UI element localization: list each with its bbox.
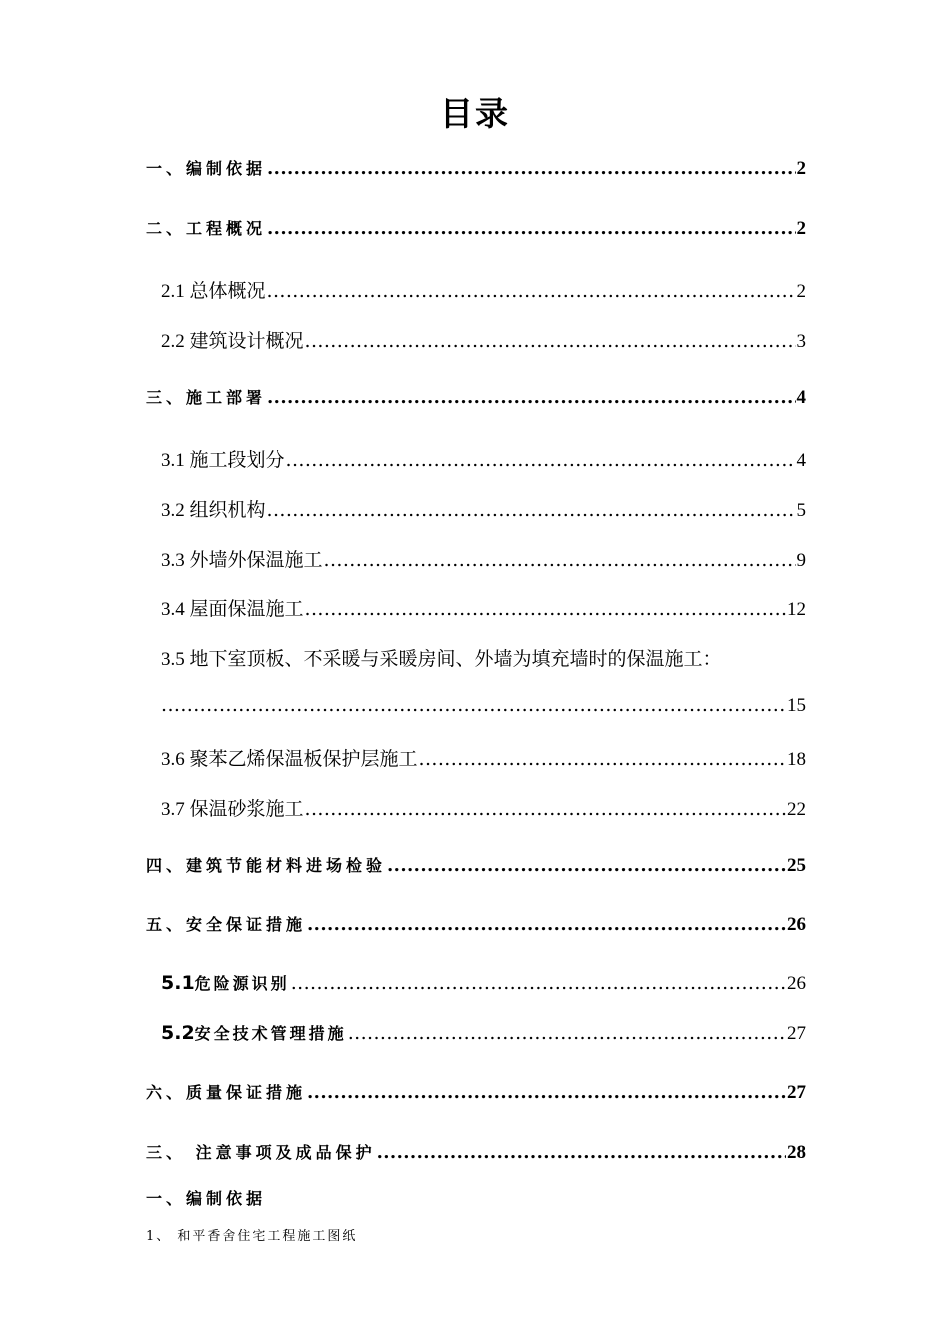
toc-leader-dots <box>305 798 786 820</box>
toc-leader-dots <box>307 914 786 935</box>
toc-entry-quality[interactable] <box>146 1080 806 1104</box>
toc-leader-dots <box>286 449 796 471</box>
toc-entry-number: 5.1 <box>161 972 195 994</box>
body-list-item: 1、 和平香舍住宅工程施工图纸 <box>146 1229 358 1244</box>
toc-entry-label: 3.1 施工段划分 <box>161 450 285 471</box>
toc-leader-dots <box>419 748 786 770</box>
toc-entry-page: 15 <box>787 695 806 716</box>
toc-entry-page: 26 <box>787 973 806 994</box>
toc-entry-deployment[interactable] <box>146 385 806 409</box>
toc-leader-dots <box>267 158 795 179</box>
toc-entry-overview[interactable] <box>146 216 806 240</box>
toc-leader-dots <box>377 1142 786 1163</box>
toc-entry-2-1[interactable] <box>161 276 806 303</box>
toc-entry-label: 3.3 外墙外保温施工 <box>161 550 323 571</box>
toc-leader-dots <box>348 1022 786 1044</box>
toc-entry-page: 12 <box>787 599 806 620</box>
section-heading: 一、编制依据 <box>146 1189 267 1208</box>
toc-entry-2-2[interactable] <box>161 326 806 353</box>
toc-entry-precautions[interactable] <box>146 1140 806 1164</box>
toc-entry-3-7[interactable] <box>161 794 806 821</box>
toc-leader-dots <box>267 499 796 521</box>
toc-entry-page: 22 <box>787 799 806 820</box>
toc-leader-dots <box>307 1082 786 1103</box>
toc-entry-3-5-label[interactable]: 3.5 地下室顶板、不采暖与采暖房间、外墙为填充墙时的保温施工： <box>161 649 722 670</box>
toc-entry-label: 3.7 保温砂浆施工 <box>161 799 304 820</box>
toc-entry-label: 六、质量保证措施 <box>146 1083 307 1102</box>
toc-entry-page: 18 <box>787 749 806 770</box>
toc-entry-page: 3 <box>796 331 806 352</box>
toc-entry-page: 2 <box>796 218 806 239</box>
toc-leader-dots <box>267 387 795 408</box>
toc-entry-5-2[interactable] <box>161 1021 806 1045</box>
toc-entry-label: 3.4 屋面保温施工 <box>161 599 304 620</box>
toc-entry-page: 25 <box>787 855 806 876</box>
toc-entry-page: 28 <box>787 1142 806 1163</box>
toc-entry-label: 2.2 建筑设计概况 <box>161 331 304 352</box>
toc-entry-3-1[interactable] <box>161 445 806 472</box>
toc-entry-page: 2 <box>796 158 806 179</box>
toc-entry-label: 3.2 组织机构 <box>161 500 266 521</box>
toc-entry-page: 26 <box>787 914 806 935</box>
toc-leader-dots <box>324 549 796 571</box>
toc-entry-label: 2.1 总体概况 <box>161 281 266 302</box>
toc-entry-3-3[interactable] <box>161 545 806 572</box>
toc-title: 目录 <box>440 94 510 133</box>
toc-leader-dots <box>291 972 786 994</box>
toc-entry-safety[interactable] <box>146 912 806 936</box>
toc-leader-dots <box>305 598 786 620</box>
toc-entry-number: 5.2 <box>161 1022 195 1044</box>
toc-entry-page: 4 <box>796 387 806 408</box>
toc-entry-3-5[interactable] <box>161 694 806 717</box>
toc-entry-label <box>161 1021 347 1045</box>
toc-entry-label: 四、建筑节能材料进场检验 <box>146 856 387 875</box>
toc-entry-label: 三、 注意事项及成品保护 <box>146 1143 376 1162</box>
toc-entry-label: 五、安全保证措施 <box>146 915 307 934</box>
toc-leader-dots <box>305 330 796 352</box>
toc-entry-page: 2 <box>796 281 806 302</box>
toc-entry-basis[interactable] <box>146 156 806 180</box>
toc-entry-label: 二、工程概况 <box>146 219 267 238</box>
toc-entry-3-6[interactable] <box>161 744 806 771</box>
toc-entry-page: 5 <box>796 500 806 521</box>
toc-leader-dots <box>387 855 786 876</box>
toc-leader-dots <box>161 694 786 716</box>
toc-entry-page: 4 <box>796 450 806 471</box>
toc-entry-materials[interactable] <box>146 853 806 877</box>
toc-entry-text: 安全技术管理措施 <box>194 1026 347 1043</box>
toc-entry-page: 9 <box>796 550 806 571</box>
toc-entry-label: 三、施工部署 <box>146 388 267 407</box>
toc-entry-3-4[interactable] <box>161 594 806 621</box>
toc-entry-label <box>161 971 290 995</box>
toc-entry-page: 27 <box>787 1082 806 1103</box>
toc-leader-dots <box>267 218 795 239</box>
toc-entry-label: 3.6 聚苯乙烯保温板保护层施工 <box>161 749 418 770</box>
toc-entry-5-1[interactable] <box>161 971 806 995</box>
toc-leader-dots <box>267 280 796 302</box>
toc-entry-text: 危险源识别 <box>194 976 290 993</box>
toc-entry-label: 一、编制依据 <box>146 159 267 178</box>
toc-entry-page: 27 <box>787 1023 806 1044</box>
toc-entry-3-2[interactable] <box>161 495 806 522</box>
